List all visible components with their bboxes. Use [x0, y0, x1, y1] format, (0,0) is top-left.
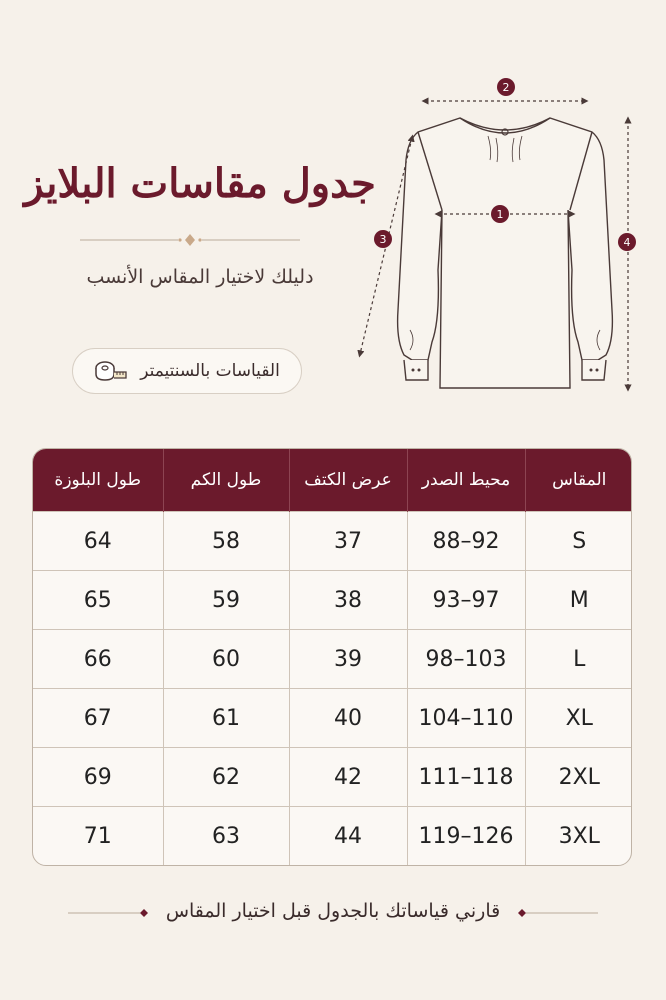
tape-measure-icon — [94, 359, 128, 383]
svg-text:1: 1 — [496, 208, 504, 221]
cell-sleeve: 59 — [163, 571, 289, 630]
marker-4 — [618, 233, 636, 251]
page-subtitle: دليلك لاختيار المقاس الأنسب — [86, 266, 314, 288]
units-label: القياسات بالسنتيمتر — [140, 361, 280, 381]
header-bust: محيط الصدر — [407, 449, 525, 512]
size-table — [32, 448, 632, 866]
cell-length: 64 — [33, 512, 163, 571]
blouse-outline — [398, 118, 613, 388]
cell-shoulder: 39 — [289, 630, 407, 689]
title-ornament — [80, 233, 300, 247]
table-row — [33, 571, 632, 630]
cell-bust: 93–97 — [407, 571, 525, 630]
header-shoulder: عرض الكتف — [289, 449, 407, 512]
cell-sleeve: 60 — [163, 630, 289, 689]
cell-shoulder: 38 — [289, 571, 407, 630]
cell-size: XL — [525, 689, 632, 748]
cell-size: S — [525, 512, 632, 571]
header-sleeve: طول الكم — [163, 449, 289, 512]
cell-shoulder: 42 — [289, 748, 407, 807]
footer-note: قارني قياساتك بالجدول قبل اختيار المقاس — [165, 900, 501, 922]
table-row — [33, 807, 632, 865]
table-row — [33, 748, 632, 807]
units-badge — [72, 348, 302, 394]
table-row — [33, 512, 632, 571]
cell-length: 71 — [33, 807, 163, 865]
page-title: جدول مقاسات البلايز — [24, 160, 376, 207]
cell-bust: 111–118 — [407, 748, 525, 807]
header-length: طول البلوزة — [33, 449, 163, 512]
cell-size: 3XL — [525, 807, 632, 865]
marker-1 — [491, 205, 509, 223]
cell-size: 2XL — [525, 748, 632, 807]
svg-text:4: 4 — [623, 236, 631, 249]
cell-sleeve: 62 — [163, 748, 289, 807]
cell-sleeve: 61 — [163, 689, 289, 748]
table-header-row — [33, 449, 632, 512]
cell-sleeve: 63 — [163, 807, 289, 865]
table-row — [33, 630, 632, 689]
table-row — [33, 689, 632, 748]
cell-size: M — [525, 571, 632, 630]
cell-length: 69 — [33, 748, 163, 807]
cell-bust: 119–126 — [407, 807, 525, 865]
marker-3 — [374, 230, 392, 248]
cell-length: 65 — [33, 571, 163, 630]
cell-sleeve: 58 — [163, 512, 289, 571]
cell-bust: 88–92 — [407, 512, 525, 571]
cell-size: L — [525, 630, 632, 689]
cell-bust: 98–103 — [407, 630, 525, 689]
marker-2 — [497, 78, 515, 96]
cell-length: 67 — [33, 689, 163, 748]
cell-shoulder: 44 — [289, 807, 407, 865]
cell-shoulder: 40 — [289, 689, 407, 748]
svg-text:3: 3 — [379, 233, 387, 246]
header-size: المقاس — [525, 449, 632, 512]
cell-length: 66 — [33, 630, 163, 689]
svg-text:2: 2 — [502, 81, 510, 94]
cell-shoulder: 37 — [289, 512, 407, 571]
blouse-measurement-diagram — [350, 70, 650, 410]
cell-bust: 104–110 — [407, 689, 525, 748]
